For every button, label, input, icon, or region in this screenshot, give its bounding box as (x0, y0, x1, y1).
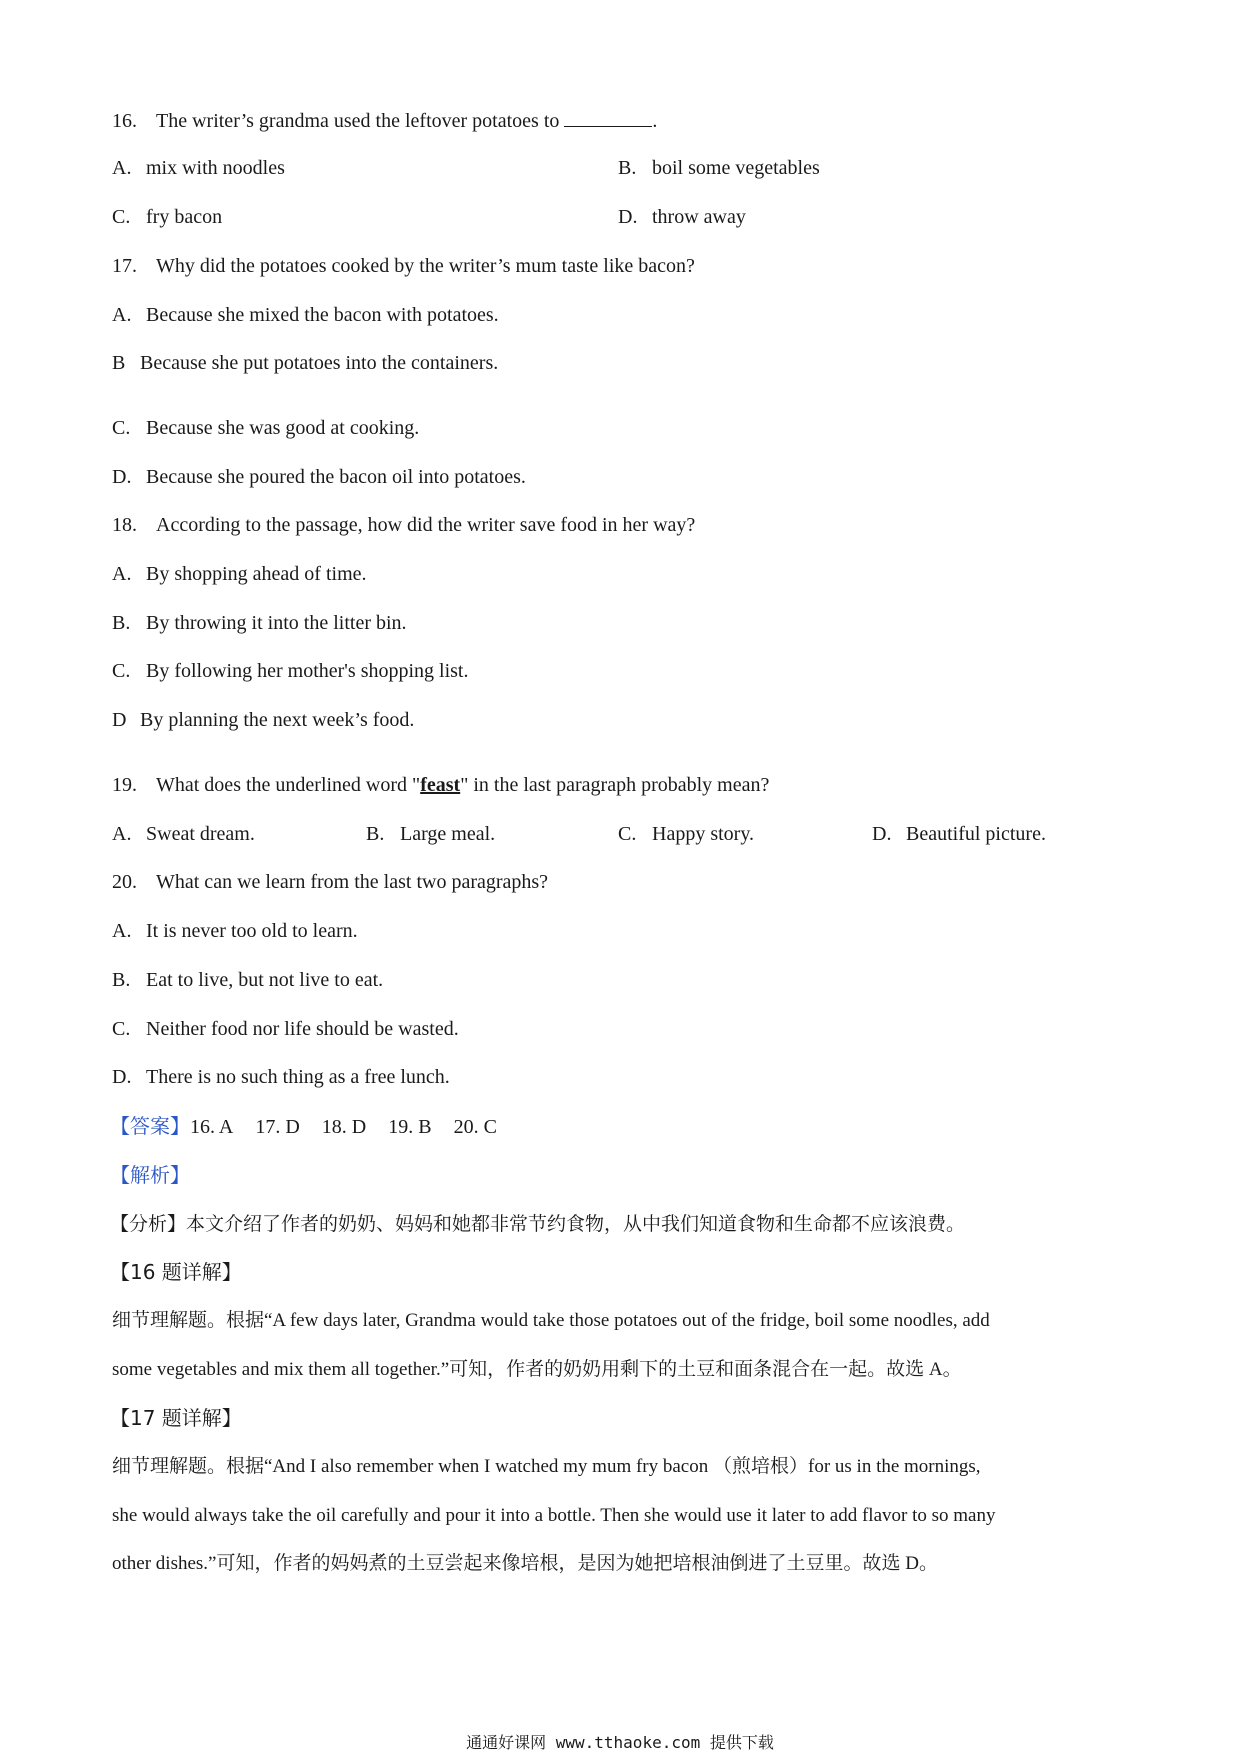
answer-item: 17. D (255, 1116, 300, 1138)
option-16b (618, 156, 820, 180)
question-text: Why did the potatoes cooked by the writer’s mum taste like bacon? (156, 255, 695, 277)
option-18b (112, 611, 407, 635)
option-text: fry bacon (146, 206, 223, 228)
option-text: Because she mixed the bacon with potatoes. (146, 304, 499, 326)
question-19-stem (112, 773, 769, 797)
option-20a (112, 919, 358, 943)
analysis-label: 【解析】 (110, 1163, 190, 1187)
option-text: Because she poured the bacon oil into potatoes. (146, 466, 526, 488)
option-text: Happy story. (652, 823, 755, 845)
option-letter: B. (366, 823, 385, 845)
option-text: throw away (652, 206, 746, 228)
option-letter: B (112, 352, 126, 374)
question-18-stem (112, 513, 695, 537)
option-16a (112, 156, 285, 180)
option-16c (112, 205, 222, 229)
option-text: Because she put potatoes into the containers. (140, 352, 499, 374)
option-text: mix with noodles (146, 157, 285, 179)
question-16-stem (112, 108, 657, 133)
detail-17-line-1 (112, 1455, 981, 1479)
option-16d (618, 205, 746, 229)
option-20d (112, 1065, 450, 1089)
option-letter: A. (112, 563, 132, 585)
option-letter: D. (112, 1066, 132, 1088)
option-letter: D. (618, 206, 638, 228)
option-letter: C. (618, 823, 637, 845)
option-17b (112, 351, 498, 375)
option-19b (366, 822, 495, 846)
question-number: 17. (112, 255, 137, 277)
option-17a (112, 303, 499, 327)
option-text: By following her mother's shopping list. (146, 660, 469, 682)
option-19c (618, 822, 754, 846)
option-17c (112, 416, 419, 440)
question-text: What can we learn from the last two paragraphs? (156, 871, 549, 893)
answer-item: 16. A (190, 1116, 234, 1138)
detail-text: she would always take the oil carefully and pour it into a bottle. Then she would use it later to add flavor to so many (112, 1505, 996, 1526)
question-text: According to the passage, how did the writer save food in her way? (156, 514, 696, 536)
option-text: By throwing it into the litter bin. (146, 612, 407, 634)
summary: 【分析】本文介绍了作者的奶奶、妈妈和她都非常节约食物，从中我们知道食物和生命都不应该浪费。 (110, 1213, 966, 1235)
footer-watermark: 通通好课网 www.tthaoke.com 提供下载 (466, 1733, 774, 1752)
option-letter: C. (112, 1018, 131, 1040)
option-letter: A. (112, 304, 132, 326)
option-19a (112, 822, 255, 846)
option-letter: C. (112, 417, 131, 439)
detail-text: some vegetables and mix them all together.”可知，作者的奶奶用剩下的土豆和面条混合在一起。故选 A。 (112, 1359, 962, 1380)
option-letter: A. (112, 823, 132, 845)
option-text: Beautiful picture. (906, 823, 1046, 845)
underlined-word: feast (420, 774, 461, 796)
detail-16-line-1 (112, 1309, 990, 1333)
answer-line (110, 1114, 519, 1139)
option-text: Sweat dream. (146, 823, 255, 845)
option-letter: B. (112, 969, 131, 991)
option-text: By shopping ahead of time. (146, 563, 367, 585)
option-text: Neither food nor life should be wasted. (146, 1018, 459, 1040)
option-text: There is no such thing as a free lunch. (146, 1066, 450, 1088)
question-text: What does the underlined word " (156, 774, 421, 796)
option-letter: A. (112, 157, 132, 179)
detail-text: other dishes.”可知，作者的妈妈煮的土豆尝起来像培根，是因为她把培根油倒进了土豆里。故选 D。 (112, 1553, 938, 1574)
option-text: Large meal. (400, 823, 496, 845)
option-19d (872, 822, 1046, 846)
option-letter: D. (872, 823, 892, 845)
question-20-stem (112, 870, 548, 894)
question-17-stem (112, 254, 695, 278)
option-text: boil some vegetables (652, 157, 820, 179)
question-text-end: . (652, 110, 658, 132)
detail-16-heading: 【16 题详解】 (110, 1260, 242, 1284)
option-letter: A. (112, 920, 132, 942)
detail-text: 细节理解题。根据“A few days later, Grandma would take those potatoes out of the fridge, boil some noodles, add (112, 1310, 990, 1331)
option-18c (112, 659, 468, 683)
answer-item: 19. B (388, 1116, 432, 1138)
answer-blank (564, 108, 652, 127)
option-text: It is never too old to learn. (146, 920, 358, 942)
option-17d (112, 465, 526, 489)
detail-17-line-3 (112, 1552, 938, 1576)
option-letter: B. (112, 612, 131, 634)
option-text: By planning the next week’s food. (140, 709, 415, 731)
option-text: Because she was good at cooking. (146, 417, 420, 439)
option-18a (112, 562, 367, 586)
detail-17-heading: 【17 题详解】 (110, 1406, 242, 1430)
option-letter: C. (112, 660, 131, 682)
detail-text: 细节理解题。根据“And I also remember when I watched my mum fry bacon （煎培根）for us in the mornings, (112, 1456, 981, 1477)
option-text: Eat to live, but not live to eat. (146, 969, 384, 991)
question-number: 20. (112, 871, 137, 893)
answer-item: 20. C (453, 1116, 497, 1138)
question-number: 18. (112, 514, 137, 536)
detail-17-line-2 (112, 1504, 995, 1528)
option-20c (112, 1017, 459, 1041)
answer-label: 【答案】 (110, 1114, 190, 1138)
detail-16-line-2 (112, 1358, 962, 1382)
option-20b (112, 968, 383, 992)
question-number: 16. (112, 110, 137, 132)
question-number: 19. (112, 774, 137, 796)
option-letter: B. (618, 157, 637, 179)
option-letter: D. (112, 466, 132, 488)
answer-item: 18. D (321, 1116, 367, 1138)
option-letter: D (112, 709, 127, 731)
option-18d (112, 708, 414, 732)
question-text: The writer’s grandma used the leftover potatoes to (156, 110, 560, 132)
question-text-end: " in the last paragraph probably mean? (460, 774, 770, 796)
option-letter: C. (112, 206, 131, 228)
